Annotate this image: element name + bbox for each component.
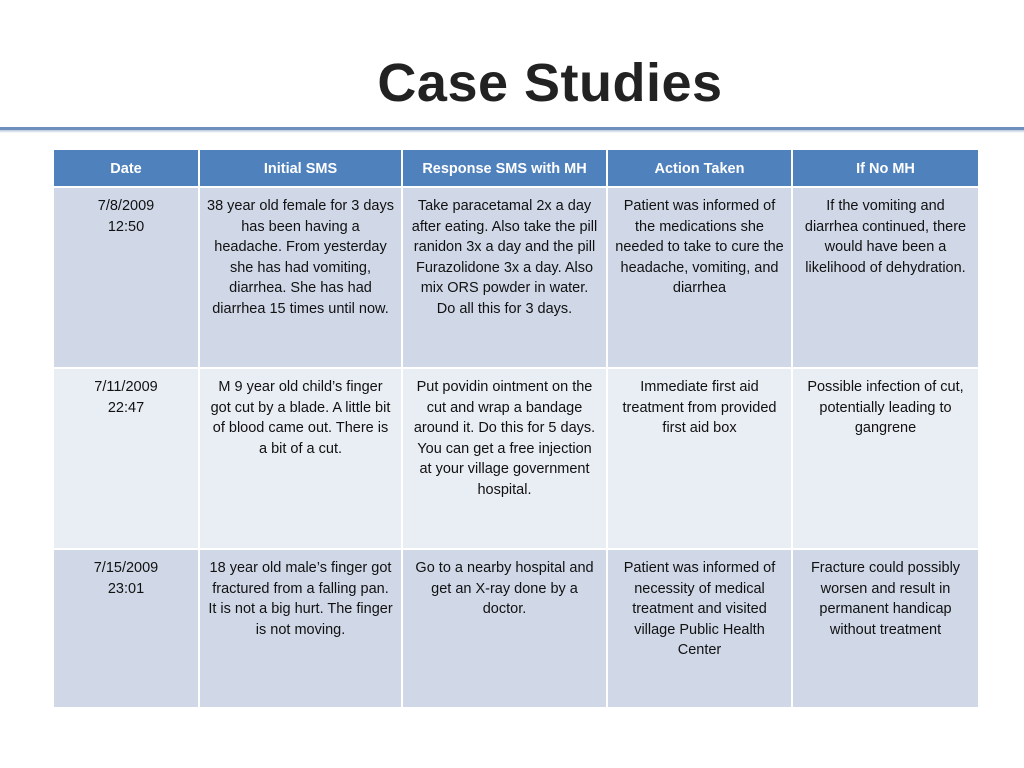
table-header-row bbox=[53, 149, 979, 187]
time-text: 22:47 bbox=[107, 399, 145, 416]
table-row bbox=[53, 187, 979, 368]
cell-response-sms: Go to a nearby hospital and get an X-ray done by a doctor. bbox=[402, 549, 607, 708]
cell-response-sms: Put povidin ointment on the cut and wrap a bandage around it. Do this for 5 days. You can get a free injection at your village government hospital. bbox=[402, 368, 607, 549]
slide-title: Case Studies bbox=[377, 53, 723, 113]
cell-if-no-mh: If the vomiting and diarrhea continued, there would have been a likelihood of dehydration. bbox=[792, 187, 979, 368]
header-date: Date bbox=[53, 149, 199, 187]
cell-if-no-mh: Possible infection of cut, potentially leading to gangrene bbox=[792, 368, 979, 549]
cell-date bbox=[53, 549, 199, 708]
cell-date bbox=[53, 187, 199, 368]
table-row bbox=[53, 368, 979, 549]
header-action-taken: Action Taken bbox=[607, 149, 792, 187]
cell-action-taken: Patient was informed of the medications she needed to take to cure the headache, vomiting, and diarrhea bbox=[607, 187, 792, 368]
case-studies-table bbox=[52, 148, 980, 709]
date-text: 7/8/2009 bbox=[97, 198, 155, 214]
cell-action-taken: Immediate first aid treatment from provided first aid box bbox=[607, 368, 792, 549]
cell-initial-sms: M 9 year old child’s finger got cut by a blade. A little bit of blood came out. There is a bit of a cut. bbox=[199, 368, 402, 549]
time-text: 23:01 bbox=[107, 580, 145, 597]
cell-date bbox=[53, 368, 199, 549]
header-response-sms: Response SMS with MH bbox=[402, 149, 607, 187]
cell-action-taken: Patient was informed of necessity of medical treatment and visited village Public Health Center bbox=[607, 549, 792, 708]
header-initial-sms: Initial SMS bbox=[199, 149, 402, 187]
title-divider-shadow bbox=[0, 130, 1024, 133]
header-if-no-mh: If No MH bbox=[792, 149, 979, 187]
date-text: 7/11/2009 bbox=[94, 379, 158, 395]
cell-if-no-mh: Fracture could possibly worsen and result in permanent handicap without treatment bbox=[792, 549, 979, 708]
cell-initial-sms: 38 year old female for 3 days has been having a headache. From yesterday she has had vomiting, diarrhea. She has had diarrhea 15 times until now. bbox=[199, 187, 402, 368]
cell-initial-sms: 18 year old male’s finger got fractured from a falling pan. It is not a big hurt. The finger is not moving. bbox=[199, 549, 402, 708]
date-text: 7/15/2009 bbox=[93, 560, 159, 576]
cell-response-sms: Take paracetamal 2x a day after eating. Also take the pill ranidon 3x a day and the pill Furazolidone 3x a day. Also mix ORS powder in water. Do all this for 3 days. bbox=[402, 187, 607, 368]
time-text: 12:50 bbox=[107, 218, 145, 235]
table-row bbox=[53, 549, 979, 708]
title-divider bbox=[0, 124, 1024, 136]
